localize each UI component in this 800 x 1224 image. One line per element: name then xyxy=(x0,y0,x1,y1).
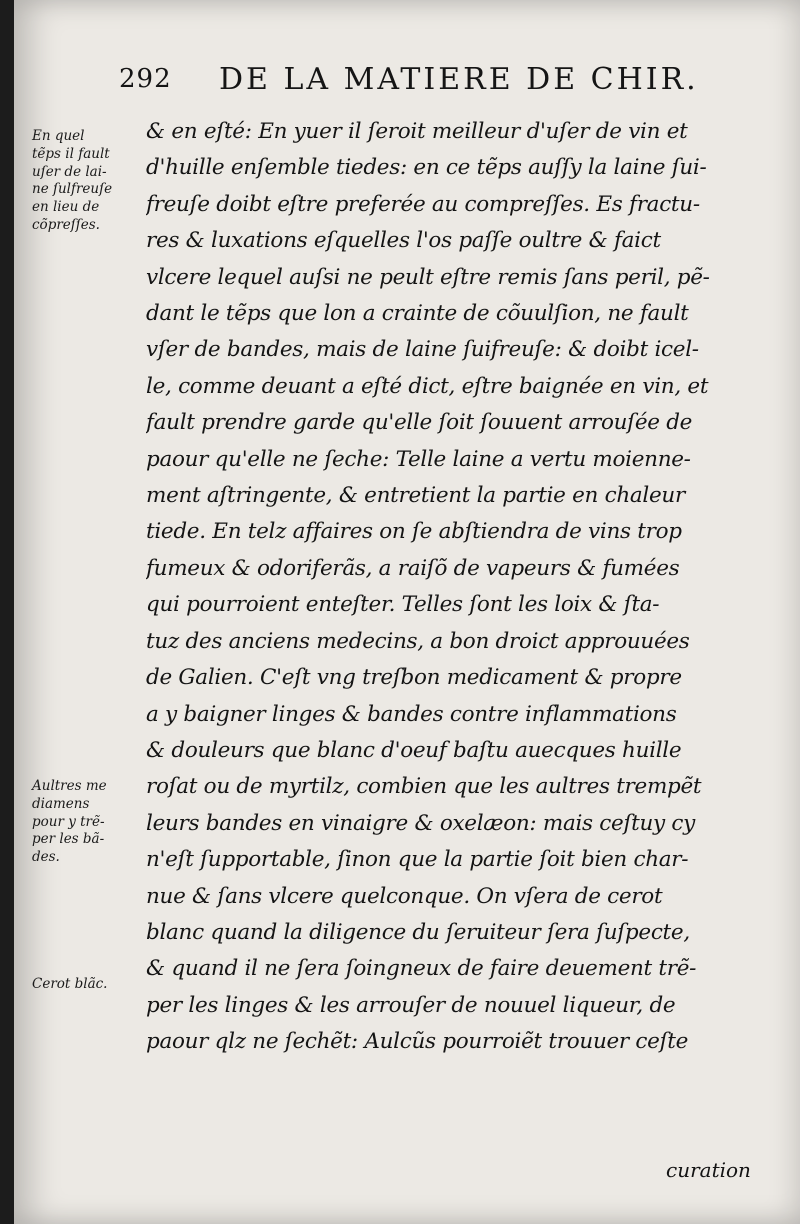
margin-note-cerot xyxy=(32,976,140,994)
margin-note-wool xyxy=(32,128,140,235)
text-line: dant le tẽps que lon a crainte de cõuulſion, ne fault xyxy=(146,301,689,327)
page-number: 292 xyxy=(119,64,172,94)
text-line: fumeux & odoriferãs, a raiſõ de vapeurs & fumées xyxy=(146,555,680,581)
text-line: tuz des anciens medecins, a bon droict approuuées xyxy=(146,628,690,654)
text-line: tiede. En telz affaires on ſe abſtiendra de vins trop xyxy=(146,519,682,545)
margin-note-line: des. xyxy=(32,849,60,866)
text-line: de Galien. C'eſt vng treſbon medicament & propre xyxy=(146,665,682,691)
text-line: per les linges & les arrouſer de nouuel liqueur, de xyxy=(146,992,676,1018)
text-line: qui pourroient enteſter. Telles ſont les loix & ſta- xyxy=(146,592,660,618)
text-line: paour qlz ne ſechẽt: Aulcũs pourroiẽt trouuer ceſte xyxy=(146,1029,689,1055)
text-line: leurs bandes en vinaigre & oxelæon: mais ceſtuy cy xyxy=(146,810,695,836)
text-line: blanc quand la diligence du ſeruiteur ſera ſuſpecte, xyxy=(146,919,690,945)
text-line: vſer de bandes, mais de laine ſuifreuſe: & doibt icel- xyxy=(146,337,699,363)
margin-note-line: uſer de lai- xyxy=(32,163,107,180)
text-line: a y baigner linges & bandes contre inflammations xyxy=(146,701,677,727)
text-line: fault prendre garde qu'elle ſoit ſouuent arrouſée de xyxy=(146,410,693,436)
main-text-block xyxy=(146,114,786,1061)
margin-note-line: En quel xyxy=(32,128,85,144)
text-line: nue & ſans vlcere quelconque. On vſera de cerot xyxy=(146,883,663,909)
margin-note-line: ne ſulfreuſe xyxy=(32,181,113,198)
page-header xyxy=(119,64,799,104)
margin-note-line: diamens xyxy=(32,795,90,812)
text-line: & en eſté: En yuer il ſeroit meilleur d'uſer de vin et xyxy=(146,119,688,144)
text-line: ment aſtringente, & entretient la partie en chaleur xyxy=(146,483,685,509)
text-line: le, comme deuant a eſté dict, eſtre baignée en vin, et xyxy=(146,373,709,399)
running-title: DE LA MATIERE DE CHIR. xyxy=(219,62,699,97)
text-line: & douleurs que blanc d'oeuf baſtu auecques huille xyxy=(146,737,682,763)
text-line: res & luxations eſquelles l'os paſſe oultre & faict xyxy=(146,228,661,254)
text-line: n'eſt ſupportable, ſinon que la partie ſoit bien char- xyxy=(146,847,689,873)
book-page xyxy=(14,0,800,1224)
margin-note-line: Cerot blãc. xyxy=(32,976,108,992)
text-line: & quand il ne ſera ſoingneux de faire deuement trẽ- xyxy=(146,956,697,982)
text-line: freuſe doibt eſtre preferée au compreſſes. Es fractu- xyxy=(146,191,700,217)
margin-note-line: pour y trẽ- xyxy=(32,813,105,830)
text-line: d'huille enſemble tiedes: en ce tẽps auſſy la laine ſui- xyxy=(146,155,707,181)
catchword: curation xyxy=(666,1158,751,1182)
text-line: roſat ou de myrtilz, combien que les aultres trempẽt xyxy=(146,774,702,800)
margin-note-line: cõpreſſes. xyxy=(32,216,100,233)
margin-note-line: Aultres me xyxy=(32,778,107,794)
margin-note-medicaments xyxy=(32,778,140,867)
margin-note-line: per les bã- xyxy=(32,831,105,848)
text-line: vlcere lequel auſsi ne peult eſtre remis ſans peril, pẽ- xyxy=(146,264,710,290)
text-line: paour qu'elle ne ſeche: Telle laine a vertu moienne- xyxy=(146,446,691,472)
margin-note-line: en lieu de xyxy=(32,199,100,216)
margin-note-line: tẽps il fault xyxy=(32,145,110,162)
